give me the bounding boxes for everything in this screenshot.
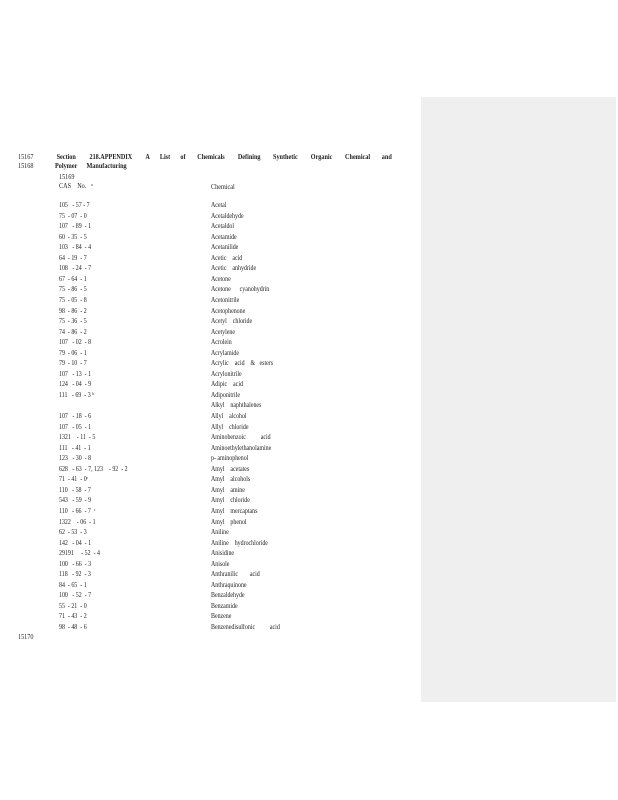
line-number: 15169 xyxy=(59,173,75,181)
cas-number: 107 - 89 - 1 xyxy=(59,223,92,231)
heading-word: Defining xyxy=(237,153,261,161)
chemical-name: Acrylamide xyxy=(211,349,239,357)
cas-number: 98 - 86 - 2 xyxy=(59,307,87,315)
cas-number: 79 - 06 - 1 xyxy=(59,349,87,357)
chemical-name: Acetaldol xyxy=(211,223,235,231)
cas-number: 29191 - 52 - 4 xyxy=(59,550,100,558)
cas-number: 107 - 13 - 1 xyxy=(59,370,92,378)
chemical-name: Acetone xyxy=(211,275,231,283)
chemical-name: Benzenedisulfonic acid xyxy=(211,624,280,631)
section-heading-continued: Polymer Manufacturing xyxy=(55,162,127,170)
line-number: 15170 xyxy=(18,633,34,641)
cas-number: 107 - 18 - 6 xyxy=(59,413,92,420)
cas-number: 1322 - 06 - 1 xyxy=(59,518,96,526)
chemical-name: Aminoethylethanolamine xyxy=(211,444,272,452)
chemical-name: Anthraquinone xyxy=(211,581,247,589)
cas-number: 74 - 86 - 2 xyxy=(59,328,87,336)
cas-number: 110 - 58 - 7 xyxy=(59,486,91,494)
chemical-name: Acrylic acid & esters xyxy=(211,360,274,368)
chemical-name: Aniline hydrochloride xyxy=(211,539,268,547)
heading-word: A xyxy=(145,153,150,161)
cas-number: 75 - 05 - 8 xyxy=(59,296,87,304)
chemical-name: p- aminophenol xyxy=(211,455,249,463)
cas-number: 123 - 30 - 8 xyxy=(59,455,92,463)
chemical-name: Acetylene xyxy=(211,328,236,336)
cas-number: 110 - 66 - 7 ᶜ xyxy=(59,507,96,515)
chemical-name: Alkyl naphthalenes xyxy=(211,402,262,410)
cas-number: 124 - 04 - 9 xyxy=(59,381,92,389)
chemical-name: Adipic acid xyxy=(211,381,243,389)
chemical-name: Acrolein xyxy=(211,339,232,347)
heading-word: Organic xyxy=(310,153,333,161)
section-heading xyxy=(55,153,393,162)
cas-number: 142 - 04 - 1 xyxy=(59,539,92,547)
cas-number: 84 - 65 - 1 xyxy=(59,581,87,589)
chemical-name: Amyl mercaptans xyxy=(211,507,258,515)
cas-number: 67 - 64 - 1 xyxy=(59,275,87,283)
cas-number: 75 - 36 - 5 xyxy=(59,318,87,326)
comment-margin-pane xyxy=(421,97,616,702)
cas-number: 118 - 92 - 3 xyxy=(59,571,91,579)
heading-word: of xyxy=(180,153,186,161)
chemical-name: Amyl chloride xyxy=(211,497,250,505)
chemical-name: Adiponitrile xyxy=(211,391,240,399)
cas-number: 111 - 69 - 3 ᵇ xyxy=(59,391,94,399)
cas-number: 543 - 59 - 9 xyxy=(59,497,92,505)
chemical-name: Acetamide xyxy=(211,233,237,241)
cas-number: 71 - 41 - 0ᶜ xyxy=(59,476,89,484)
chemical-name: Acetal xyxy=(211,202,227,209)
chemical-name: Acetone cyanohydrin xyxy=(211,286,270,294)
chemical-name: Acetonitrile xyxy=(211,296,240,304)
cas-number: 62 - 53 - 3 xyxy=(59,529,87,537)
chemical-name: Acetyl chloride xyxy=(211,318,253,326)
chemical-name: Acetophenone xyxy=(211,307,246,315)
chemical-name: Amyl phenol xyxy=(211,518,247,526)
line-number: 15168 xyxy=(18,162,34,170)
cas-number: 107 - 02 - 8 xyxy=(59,339,92,347)
cas-number: 100 - 52 - 7 xyxy=(59,592,92,600)
heading-word: and xyxy=(382,153,393,161)
cas-number: 75 - 86 - 5 xyxy=(59,286,87,294)
heading-word: 218.APPENDIX xyxy=(89,153,133,161)
chemical-name: Benzamide xyxy=(211,602,238,610)
chemical-name: Anthranilic acid xyxy=(211,571,260,579)
cas-number: 108 - 24 - 7 xyxy=(59,265,92,273)
chemical-name: Anisidine xyxy=(211,550,235,558)
chemical-name: Aminobenzoic acid xyxy=(211,434,271,442)
heading-word: Section xyxy=(56,153,76,161)
chemical-name: Acetaldehyde xyxy=(211,212,244,220)
cas-column-header: CAS No. ᵃ xyxy=(59,182,93,190)
chemical-name: Amyl acetates xyxy=(211,465,250,473)
chemical-column-header: Chemical xyxy=(211,183,235,191)
chemical-name: Acetanilide xyxy=(211,244,239,252)
cas-number: 55 - 21 - 0 xyxy=(59,602,87,610)
heading-word: List xyxy=(160,153,171,161)
cas-number: 105 - 57 - 7 xyxy=(59,202,90,209)
cas-number: 75 - 07 - 0 xyxy=(59,212,87,220)
cas-number: 79 - 10 - 7 xyxy=(59,360,87,368)
heading-word: Chemicals xyxy=(197,153,225,161)
chemical-name: Acetic acid xyxy=(211,254,243,262)
chemical-name: Aniline xyxy=(211,529,229,537)
cas-number: 98 - 48 - 6 xyxy=(59,624,87,631)
heading-word: Synthetic xyxy=(273,153,299,161)
chemical-name: Allyl alcohol xyxy=(211,413,247,420)
cas-number: 100 - 66 - 3 xyxy=(59,560,92,568)
chemical-name: Acetic anhydride xyxy=(211,265,257,273)
chemical-name: Amyl alcohols xyxy=(211,476,251,484)
cas-number: 60 - 35 - 5 xyxy=(59,233,87,241)
cas-number: 111 - 41 - 1 xyxy=(59,444,91,452)
cas-number: 1321 - 11 - 5 xyxy=(59,434,96,442)
cas-number: 628 - 63 - 7, 123 - 92 - 2 xyxy=(59,465,128,473)
chemical-name: Allyl chloride xyxy=(211,423,249,431)
cas-number: 64 - 19 - 7 xyxy=(59,254,87,262)
cas-number: 71 - 43 - 2 xyxy=(59,613,87,621)
chemical-name: Amyl amine xyxy=(211,486,245,494)
cas-number: 107 - 05 - 1 xyxy=(59,423,92,431)
cas-number: 103 - 84 - 4 xyxy=(59,244,92,252)
chemical-name: Benzaldehyde xyxy=(211,592,245,600)
chemical-name: Benzene xyxy=(211,613,232,621)
chemical-name: Acrylonitrile xyxy=(211,370,242,378)
chemical-name: Anisole xyxy=(211,560,230,568)
heading-word: Chemical xyxy=(345,153,371,161)
line-number: 15167 xyxy=(18,153,34,161)
